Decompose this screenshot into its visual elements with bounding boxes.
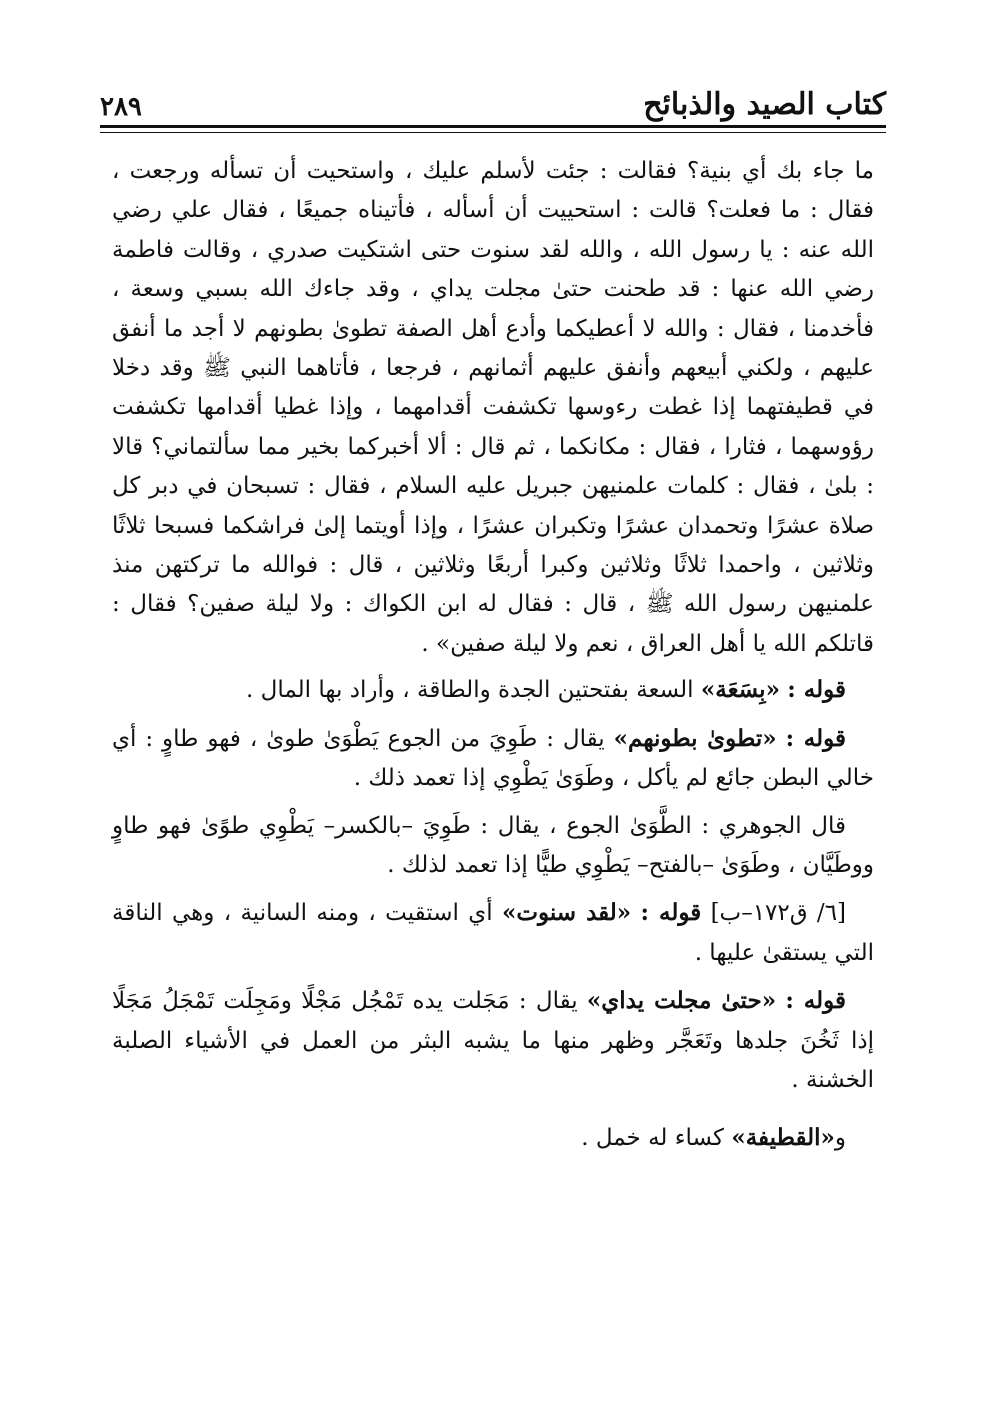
note-text: يقال : مَجَلت يده تَمْجُل مَجْلًا ومَجِلَت تَمْجَلُ مَجَلًا إذا ثَخُنَ جلدها وتَعَجَّر وظهر منها ما يشبه البثر من العمل في الأشياء الصلبة الخشنة . (112, 988, 874, 1093)
note-label: قوله : (787, 676, 846, 704)
note-label: و (834, 1125, 846, 1152)
note-text: يقال : طَوِيَ من الجوع يَطْوَىٰ طوىٰ ، فهو طاوٍ : أي خالي البطن جائع لم يأكل ، وطَوَىٰ يَطْوِي إذا تعمد ذلك . (112, 725, 874, 792)
note-label: قوله : (785, 987, 847, 1015)
note-label: قوله : (785, 724, 846, 752)
header-rule-thick (100, 125, 886, 128)
page-number: ٢٨٩ (100, 92, 142, 122)
note-paragraph (112, 719, 874, 799)
note-paragraph (112, 807, 874, 886)
header-rule-thin (100, 132, 886, 133)
note-label: قوله : (640, 899, 702, 927)
running-title: كتاب الصيد والذبائح (643, 87, 886, 122)
page-body (112, 152, 874, 1167)
note-paragraph (112, 670, 874, 710)
hadith-text: ما جاء بك أي بنية؟ فقالت : جئت لأسلم عليك ، واستحيت أن تسأله ورجعت ، فقال : ما فعلت؟ قالت : استحييت أن أسأله ، فأتيناه جميعًا ، فقال علي رضي الله عنه : يا رسول الله ، والله لقد سنوت حتى اشتكيت صدري ، وقالت فاطمة رضي الله عنها : قد طحنت حتىٰ مجلت يداي ، وقد جاءك الله بسبي وسعة ، فأخدمنا ، فقال : والله لا أعطيكما وأدع أهل الصفة تطوىٰ بطونهم لا أجد ما أنفق عليهم ، ولكني أبيعهم وأنفق عليهم أثمانهم ، فرجعا ، فأتاهما النبي ﷺ وقد دخلا في قطيفتهما إذا غطت رءوسها تكشفت أقدامهما ، وإذا غطيا أقدامها تكشفت رؤوسهما ، فثارا ، فقال : مكانكما ، ثم قال : ألا أخبركما بخير مما سألتماني؟ قالا : بلىٰ ، فقال : كلمات علمنيهن جبريل عليه السلام ، فقال : تسبحان في دبر كل صلاة عشرًا وتحمدان عشرًا وتكبران عشرًا ، وإذا أويتما إلىٰ فراشكما فسبحا ثلاثًا وثلاثين ، واحمدا ثلاثًا وثلاثين وكبرا أربعًا وثلاثين ، قال : فوالله ما تركتهن منذ علمنيهن رسول الله ﷺ ، قال : فقال له ابن الكواك : ولا ليلة صفين؟ فقال : قاتلكم الله يا أهل العراق ، نعم ولا ليلة صفين» . (112, 158, 874, 657)
page-header (100, 72, 886, 122)
note-lemma: «القطيفة» (731, 1124, 835, 1152)
note-text: كساء له خمل . (581, 1125, 732, 1152)
note-paragraph (112, 1118, 874, 1158)
note-text: أي استقيت ، ومنه السانية ، وهي الناقة التي يستقىٰ عليها . (112, 900, 874, 966)
note-paragraph (112, 981, 874, 1100)
note-paragraph (112, 893, 874, 973)
note-text: قال الجوهري : الطَّوَىٰ الجوع ، يقال : طَوِيَ –بالكسر– يَطْوِي طوًىٰ فهو طاوٍ ووطَيَّان ، وطَوَىٰ –بالفتح– يَطْوِي طيًّا إذا تعمد لذلك . (112, 812, 874, 878)
note-lemma: «بِسَعَة» (700, 676, 780, 704)
note-lemma: «حتىٰ مجلت يداي» (586, 987, 777, 1015)
note-lemma: «تطوىٰ بطونهم» (613, 724, 777, 752)
note-text: السعة بفتحتين الجدة والطاقة ، وأراد بها المال . (246, 677, 701, 704)
note-lemma: «لقد سنوت» (501, 899, 632, 927)
manuscript-reference: [٦/ ق١٧٢–ب] (710, 900, 847, 927)
